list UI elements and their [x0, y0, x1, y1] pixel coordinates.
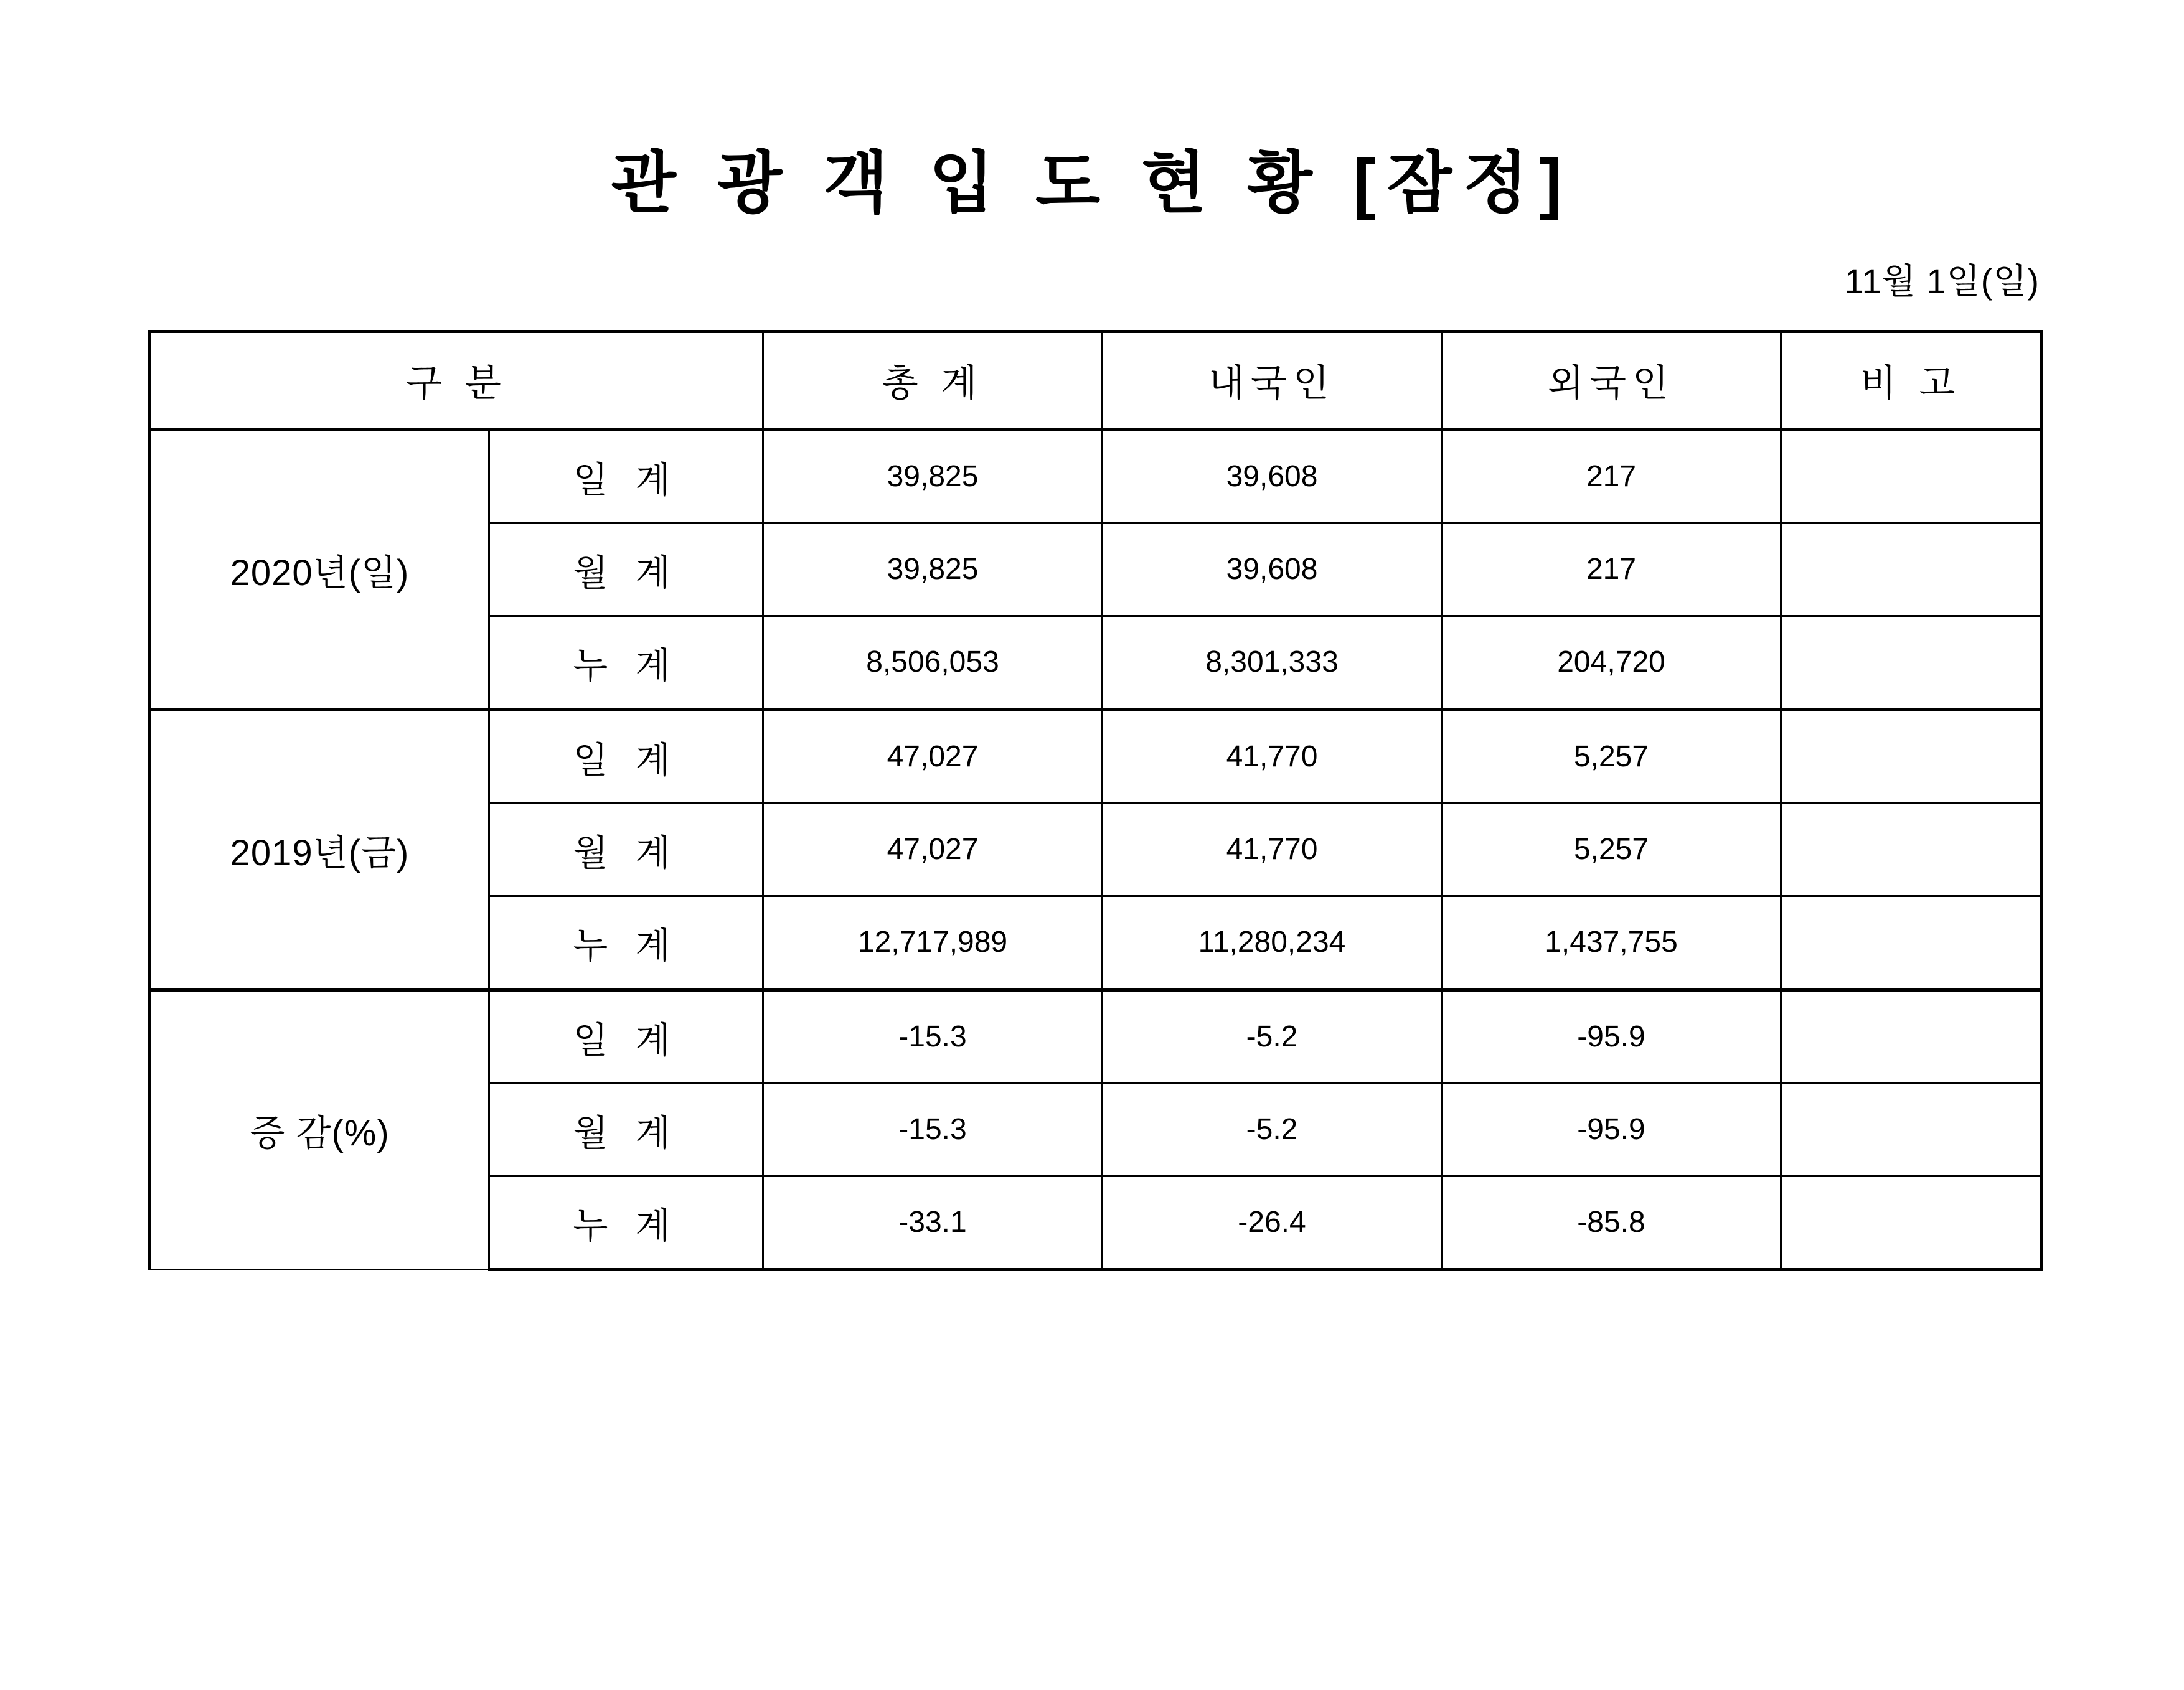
column-header-domestic: 내국인 — [1103, 331, 1442, 430]
cell-total: 47,027 — [763, 710, 1103, 804]
row-sublabel: 일 계 — [489, 990, 763, 1084]
cell-note — [1781, 990, 2041, 1084]
cell-foreign: 204,720 — [1442, 616, 1781, 710]
cell-note — [1781, 803, 2041, 896]
table-header-row — [150, 331, 2041, 430]
cell-foreign: -95.9 — [1442, 990, 1781, 1084]
cell-foreign: -95.9 — [1442, 1083, 1781, 1176]
cell-foreign: -85.8 — [1442, 1176, 1781, 1269]
row-sublabel: 월 계 — [489, 803, 763, 896]
cell-foreign: 217 — [1442, 430, 1781, 523]
column-header-total: 총 계 — [763, 331, 1103, 430]
table-row — [150, 990, 2041, 1084]
report-date: 11월 1일(일) — [1844, 261, 2040, 301]
cell-domestic: -5.2 — [1103, 990, 1442, 1084]
column-header-note: 비 고 — [1781, 331, 2041, 430]
cell-total: 8,506,053 — [763, 616, 1103, 710]
cell-total: 39,825 — [763, 430, 1103, 523]
row-sublabel: 월 계 — [489, 523, 763, 616]
row-sublabel: 월 계 — [489, 1083, 763, 1176]
column-header-foreign: 외국인 — [1442, 331, 1781, 430]
cell-foreign: 1,437,755 — [1442, 896, 1781, 990]
cell-note — [1781, 896, 2041, 990]
cell-total: 47,027 — [763, 803, 1103, 896]
cell-note — [1781, 710, 2041, 804]
cell-domestic: 41,770 — [1103, 710, 1442, 804]
tourist-arrivals-table-container — [0, 330, 2184, 1271]
cell-foreign: 5,257 — [1442, 710, 1781, 804]
row-sublabel: 일 계 — [489, 710, 763, 804]
cell-domestic: 41,770 — [1103, 803, 1442, 896]
cell-note — [1781, 616, 2041, 710]
row-sublabel: 일 계 — [489, 430, 763, 523]
cell-domestic: -26.4 — [1103, 1176, 1442, 1269]
cell-total: -15.3 — [763, 990, 1103, 1084]
row-group-label-2020: 2020년(일) — [150, 430, 489, 710]
cell-domestic: 39,608 — [1103, 523, 1442, 616]
page-title: 관 광 객 입 도 현 황 [잠정] — [611, 145, 1573, 220]
cell-domestic: 39,608 — [1103, 430, 1442, 523]
document-page — [0, 146, 2184, 1690]
cell-note — [1781, 1176, 2041, 1269]
cell-foreign: 217 — [1442, 523, 1781, 616]
cell-note — [1781, 1083, 2041, 1176]
cell-domestic: 11,280,234 — [1103, 896, 1442, 990]
cell-note — [1781, 523, 2041, 616]
cell-total: 39,825 — [763, 523, 1103, 616]
cell-total: -15.3 — [763, 1083, 1103, 1176]
cell-domestic: 8,301,333 — [1103, 616, 1442, 710]
row-sublabel: 누 계 — [489, 616, 763, 710]
table-row — [150, 710, 2041, 804]
cell-foreign: 5,257 — [1442, 803, 1781, 896]
row-group-label-change: 증 감(%) — [150, 990, 489, 1270]
row-sublabel: 누 계 — [489, 1176, 763, 1269]
cell-domestic: -5.2 — [1103, 1083, 1442, 1176]
cell-total: 12,717,989 — [763, 896, 1103, 990]
column-header-gubun: 구 분 — [150, 331, 763, 430]
cell-total: -33.1 — [763, 1176, 1103, 1269]
row-group-label-2019: 2019년(금) — [150, 710, 489, 990]
table-row — [150, 430, 2041, 523]
row-sublabel: 누 계 — [489, 896, 763, 990]
cell-note — [1781, 430, 2041, 523]
tourist-arrivals-table — [148, 330, 2043, 1271]
